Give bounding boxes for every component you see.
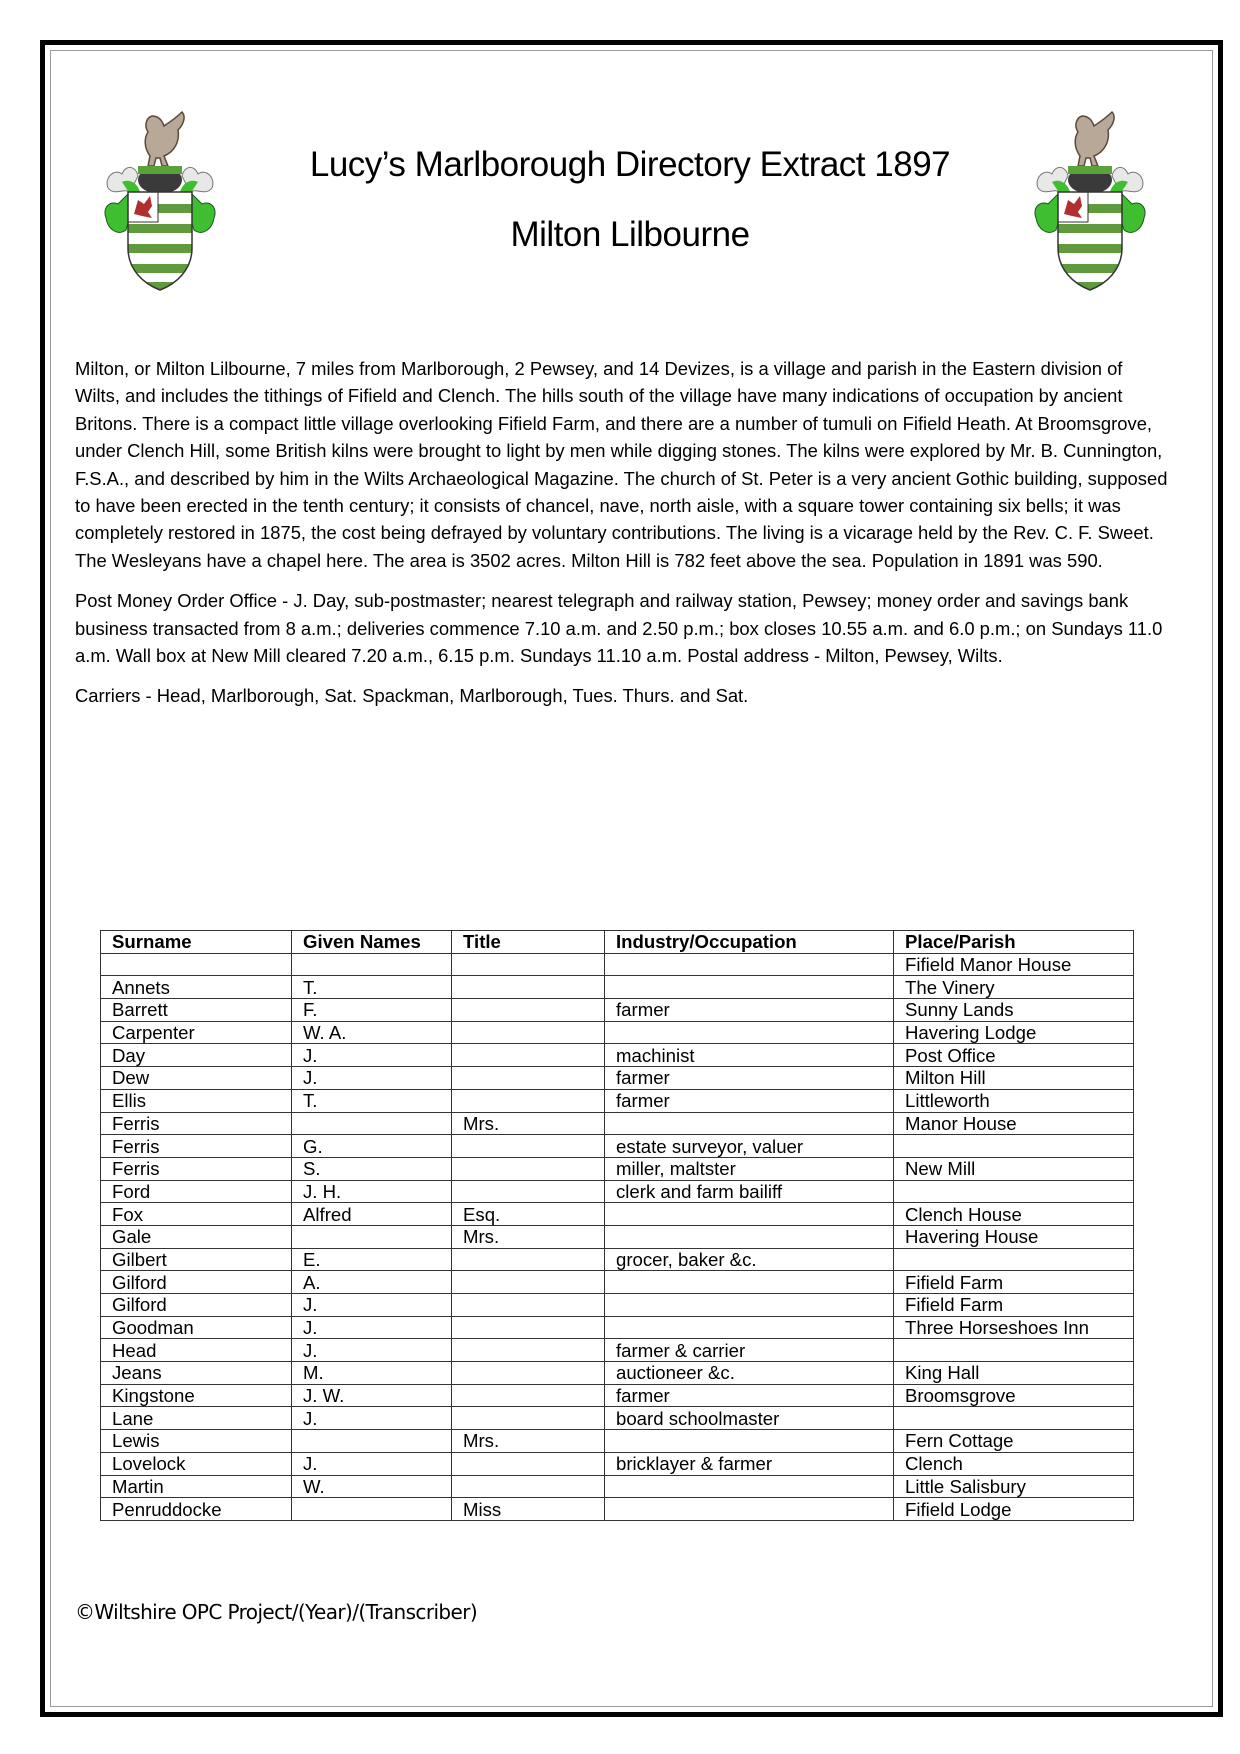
table-row (101, 1498, 1134, 1521)
cell-surname: Ferris (101, 1112, 292, 1135)
cell-given-names (292, 953, 452, 976)
cell-given-names: J. H. (292, 1180, 452, 1203)
table-row (101, 1135, 1134, 1158)
table-row (101, 1452, 1134, 1475)
cell-given-names (292, 1498, 452, 1521)
table-row (101, 1112, 1134, 1135)
table-row (101, 976, 1134, 999)
cell-occupation: bricklayer & farmer (605, 1452, 894, 1475)
cell-given-names: J. (292, 1294, 452, 1317)
cell-title (452, 1452, 605, 1475)
cell-place (894, 1248, 1134, 1271)
cell-place: Fifield Farm (894, 1271, 1134, 1294)
cell-occupation: estate surveyor, valuer (605, 1135, 894, 1158)
table-row (101, 1203, 1134, 1226)
cell-place: The Vinery (894, 976, 1134, 999)
cell-place: Clench (894, 1452, 1134, 1475)
cell-occupation: grocer, baker &c. (605, 1248, 894, 1271)
cell-title (452, 976, 605, 999)
cell-title: Miss (452, 1498, 605, 1521)
cell-occupation (605, 1271, 894, 1294)
cell-place: Milton Hill (894, 1067, 1134, 1090)
cell-given-names: Alfred (292, 1203, 452, 1226)
cell-surname: Martin (101, 1475, 292, 1498)
cell-surname: Lewis (101, 1430, 292, 1453)
cell-given-names: J. (292, 1407, 452, 1430)
cell-surname: Carpenter (101, 1021, 292, 1044)
copyright-footer: ©Wiltshire OPC Project/(Year)/(Transcriber) (75, 1600, 478, 1624)
description-section (75, 355, 1170, 723)
cell-given-names: J. (292, 1316, 452, 1339)
table-row (101, 1407, 1134, 1430)
table-row (101, 1044, 1134, 1067)
cell-place: Clench House (894, 1203, 1134, 1226)
cell-place: Broomsgrove (894, 1384, 1134, 1407)
cell-title (452, 999, 605, 1022)
cell-place: Sunny Lands (894, 999, 1134, 1022)
cell-occupation: miller, maltster (605, 1157, 894, 1180)
cell-occupation: auctioneer &c. (605, 1362, 894, 1385)
column-header-given-names: Given Names (292, 931, 452, 954)
cell-occupation (605, 1021, 894, 1044)
table-row (101, 1271, 1134, 1294)
cell-title (452, 1271, 605, 1294)
document-subtitle: Milton Lilbourne (510, 215, 750, 254)
cell-title (452, 1135, 605, 1158)
cell-surname: Jeans (101, 1362, 292, 1385)
table-header-row (101, 931, 1134, 954)
crest-graphic (1035, 112, 1145, 292)
cell-surname: Fox (101, 1203, 292, 1226)
cell-surname: Goodman (101, 1316, 292, 1339)
cell-place: Little Salisbury (894, 1475, 1134, 1498)
cell-title (452, 1044, 605, 1067)
cell-given-names (292, 1225, 452, 1248)
cell-given-names (292, 1112, 452, 1135)
cell-given-names: W. (292, 1475, 452, 1498)
cell-title (452, 1339, 605, 1362)
column-header-place: Place/Parish (894, 931, 1134, 954)
cell-place: New Mill (894, 1157, 1134, 1180)
cell-surname: Gilford (101, 1271, 292, 1294)
cell-title (452, 1067, 605, 1090)
table-row (101, 1089, 1134, 1112)
cell-occupation (605, 953, 894, 976)
cell-title: Mrs. (452, 1112, 605, 1135)
table-row (101, 1067, 1134, 1090)
table-body (101, 953, 1134, 1520)
cell-title (452, 1089, 605, 1112)
cell-surname: Head (101, 1339, 292, 1362)
cell-surname: Kingstone (101, 1384, 292, 1407)
cell-title (452, 953, 605, 976)
cell-surname: Ellis (101, 1089, 292, 1112)
cell-surname: Lane (101, 1407, 292, 1430)
directory-table (100, 930, 1134, 1521)
cell-occupation: farmer (605, 1067, 894, 1090)
cell-given-names: J. (292, 1452, 452, 1475)
cell-surname: Lovelock (101, 1452, 292, 1475)
cell-place: Fern Cottage (894, 1430, 1134, 1453)
cell-title (452, 1021, 605, 1044)
cell-given-names: G. (292, 1135, 452, 1158)
cell-occupation: machinist (605, 1044, 894, 1067)
table-row (101, 1180, 1134, 1203)
cell-occupation: farmer (605, 999, 894, 1022)
table-row (101, 1294, 1134, 1317)
cell-title (452, 1475, 605, 1498)
column-header-occupation: Industry/Occupation (605, 931, 894, 954)
cell-place: Havering House (894, 1225, 1134, 1248)
cell-place: Fifield Manor House (894, 953, 1134, 976)
table-row (101, 1316, 1134, 1339)
table-row (101, 1430, 1134, 1453)
cell-occupation (605, 1475, 894, 1498)
cell-given-names: J. (292, 1339, 452, 1362)
cell-title (452, 1384, 605, 1407)
cell-surname: Penruddocke (101, 1498, 292, 1521)
cell-occupation: board schoolmaster (605, 1407, 894, 1430)
cell-place: Fifield Farm (894, 1294, 1134, 1317)
table-row (101, 1362, 1134, 1385)
crest-graphic (105, 112, 215, 292)
cell-place: Manor House (894, 1112, 1134, 1135)
table-row (101, 1384, 1134, 1407)
cell-surname: Barrett (101, 999, 292, 1022)
cell-given-names: J. W. (292, 1384, 452, 1407)
cell-surname (101, 953, 292, 976)
document-title: Lucy’s Marlborough Directory Extract 1897 (309, 145, 951, 184)
cell-place: King Hall (894, 1362, 1134, 1385)
cell-title (452, 1407, 605, 1430)
cell-place: Littleworth (894, 1089, 1134, 1112)
cell-occupation (605, 1430, 894, 1453)
cell-surname: Ferris (101, 1135, 292, 1158)
cell-title: Esq. (452, 1203, 605, 1226)
cell-occupation: farmer & carrier (605, 1339, 894, 1362)
table-row (101, 953, 1134, 976)
cell-title (452, 1180, 605, 1203)
post-office-paragraph: Post Money Order Office - J. Day, sub-postmaster; nearest telegraph and railway station, Pewsey; money order and savings bank business transacted from 8 a.m.; deliveries commence 7.10 a.m. and 2.50 p.m.; box closes 10.55 a.m. and 6.0 p.m.; on Sundays 11.0 a.m. Wall box at New Mill cleared 7.20 a.m., 6.15 p.m. Sundays 11.10 a.m. Postal address - Milton, Pewsey, Wilts. (75, 590, 1163, 667)
coat-of-arms-icon-right (1030, 108, 1150, 293)
cell-surname: Ford (101, 1180, 292, 1203)
cell-occupation (605, 1294, 894, 1317)
cell-given-names: T. (292, 976, 452, 999)
cell-given-names: J. (292, 1044, 452, 1067)
coat-of-arms-icon-left (100, 108, 220, 293)
cell-occupation (605, 1225, 894, 1248)
cell-place: Fifield Lodge (894, 1498, 1134, 1521)
cell-occupation (605, 1498, 894, 1521)
cell-place: Havering Lodge (894, 1021, 1134, 1044)
cell-place (894, 1407, 1134, 1430)
cell-given-names: E. (292, 1248, 452, 1271)
cell-surname: Day (101, 1044, 292, 1067)
cell-surname: Gilford (101, 1294, 292, 1317)
table-row (101, 1157, 1134, 1180)
cell-title (452, 1362, 605, 1385)
cell-place: Post Office (894, 1044, 1134, 1067)
cell-surname: Ferris (101, 1157, 292, 1180)
cell-given-names: S. (292, 1157, 452, 1180)
cell-occupation (605, 1203, 894, 1226)
cell-given-names: A. (292, 1271, 452, 1294)
cell-title (452, 1248, 605, 1271)
cell-place (894, 1339, 1134, 1362)
cell-surname: Gale (101, 1225, 292, 1248)
cell-occupation (605, 976, 894, 999)
carriers-paragraph: Carriers - Head, Marlborough, Sat. Spackman, Marlborough, Tues. Thurs. and Sat. (75, 685, 749, 707)
cell-given-names: J. (292, 1067, 452, 1090)
table-row (101, 1475, 1134, 1498)
cell-given-names: F. (292, 999, 452, 1022)
cell-occupation: farmer (605, 1089, 894, 1112)
cell-given-names: T. (292, 1089, 452, 1112)
cell-occupation: clerk and farm bailiff (605, 1180, 894, 1203)
cell-occupation (605, 1316, 894, 1339)
cell-occupation (605, 1112, 894, 1135)
table-row (101, 1021, 1134, 1044)
cell-surname: Dew (101, 1067, 292, 1090)
cell-surname: Gilbert (101, 1248, 292, 1271)
cell-place (894, 1135, 1134, 1158)
cell-title: Mrs. (452, 1225, 605, 1248)
table-row (101, 999, 1134, 1022)
cell-occupation: farmer (605, 1384, 894, 1407)
cell-title (452, 1316, 605, 1339)
cell-given-names: W. A. (292, 1021, 452, 1044)
cell-place (894, 1180, 1134, 1203)
parish-description-paragraph: Milton, or Milton Lilbourne, 7 miles from Marlborough, 2 Pewsey, and 14 Devizes, is a village and parish in the Eastern division of Wilts, and includes the tithings of Fifield and Clench. The hills south of the village have many indications of occupation by ancient Britons. There is a compact little village overlooking Fifield Farm, and there are a number of tumuli on Fifield Heath. At Broomsgrove, under Clench Hill, some British kilns were brought to light by men while digging stones. The kilns were explored by Mr. B. Cunnington, F.S.A., and described by him in the Wilts Archaeological Magazine. The church of St. Peter is a very ancient Gothic building, supposed to have been erected in the tenth century; it consists of chancel, nave, north aisle, with a square tower containing six bells; it was completely restored in 1875, the cost being defrayed by voluntary contributions. The living is a vicarage held by the Rev. C. F. Sweet. The Wesleyans have a chapel here. The area is 3502 acres. Milton Hill is 782 feet above the sea. Population in 1891 was 590. (75, 358, 1168, 571)
cell-title (452, 1157, 605, 1180)
column-header-surname: Surname (101, 931, 292, 954)
table-row (101, 1225, 1134, 1248)
cell-given-names: M. (292, 1362, 452, 1385)
table-row (101, 1339, 1134, 1362)
cell-surname: Annets (101, 976, 292, 999)
column-header-title: Title (452, 931, 605, 954)
cell-title (452, 1294, 605, 1317)
cell-place: Three Horseshoes Inn (894, 1316, 1134, 1339)
cell-title: Mrs. (452, 1430, 605, 1453)
cell-given-names (292, 1430, 452, 1453)
table-row (101, 1248, 1134, 1271)
